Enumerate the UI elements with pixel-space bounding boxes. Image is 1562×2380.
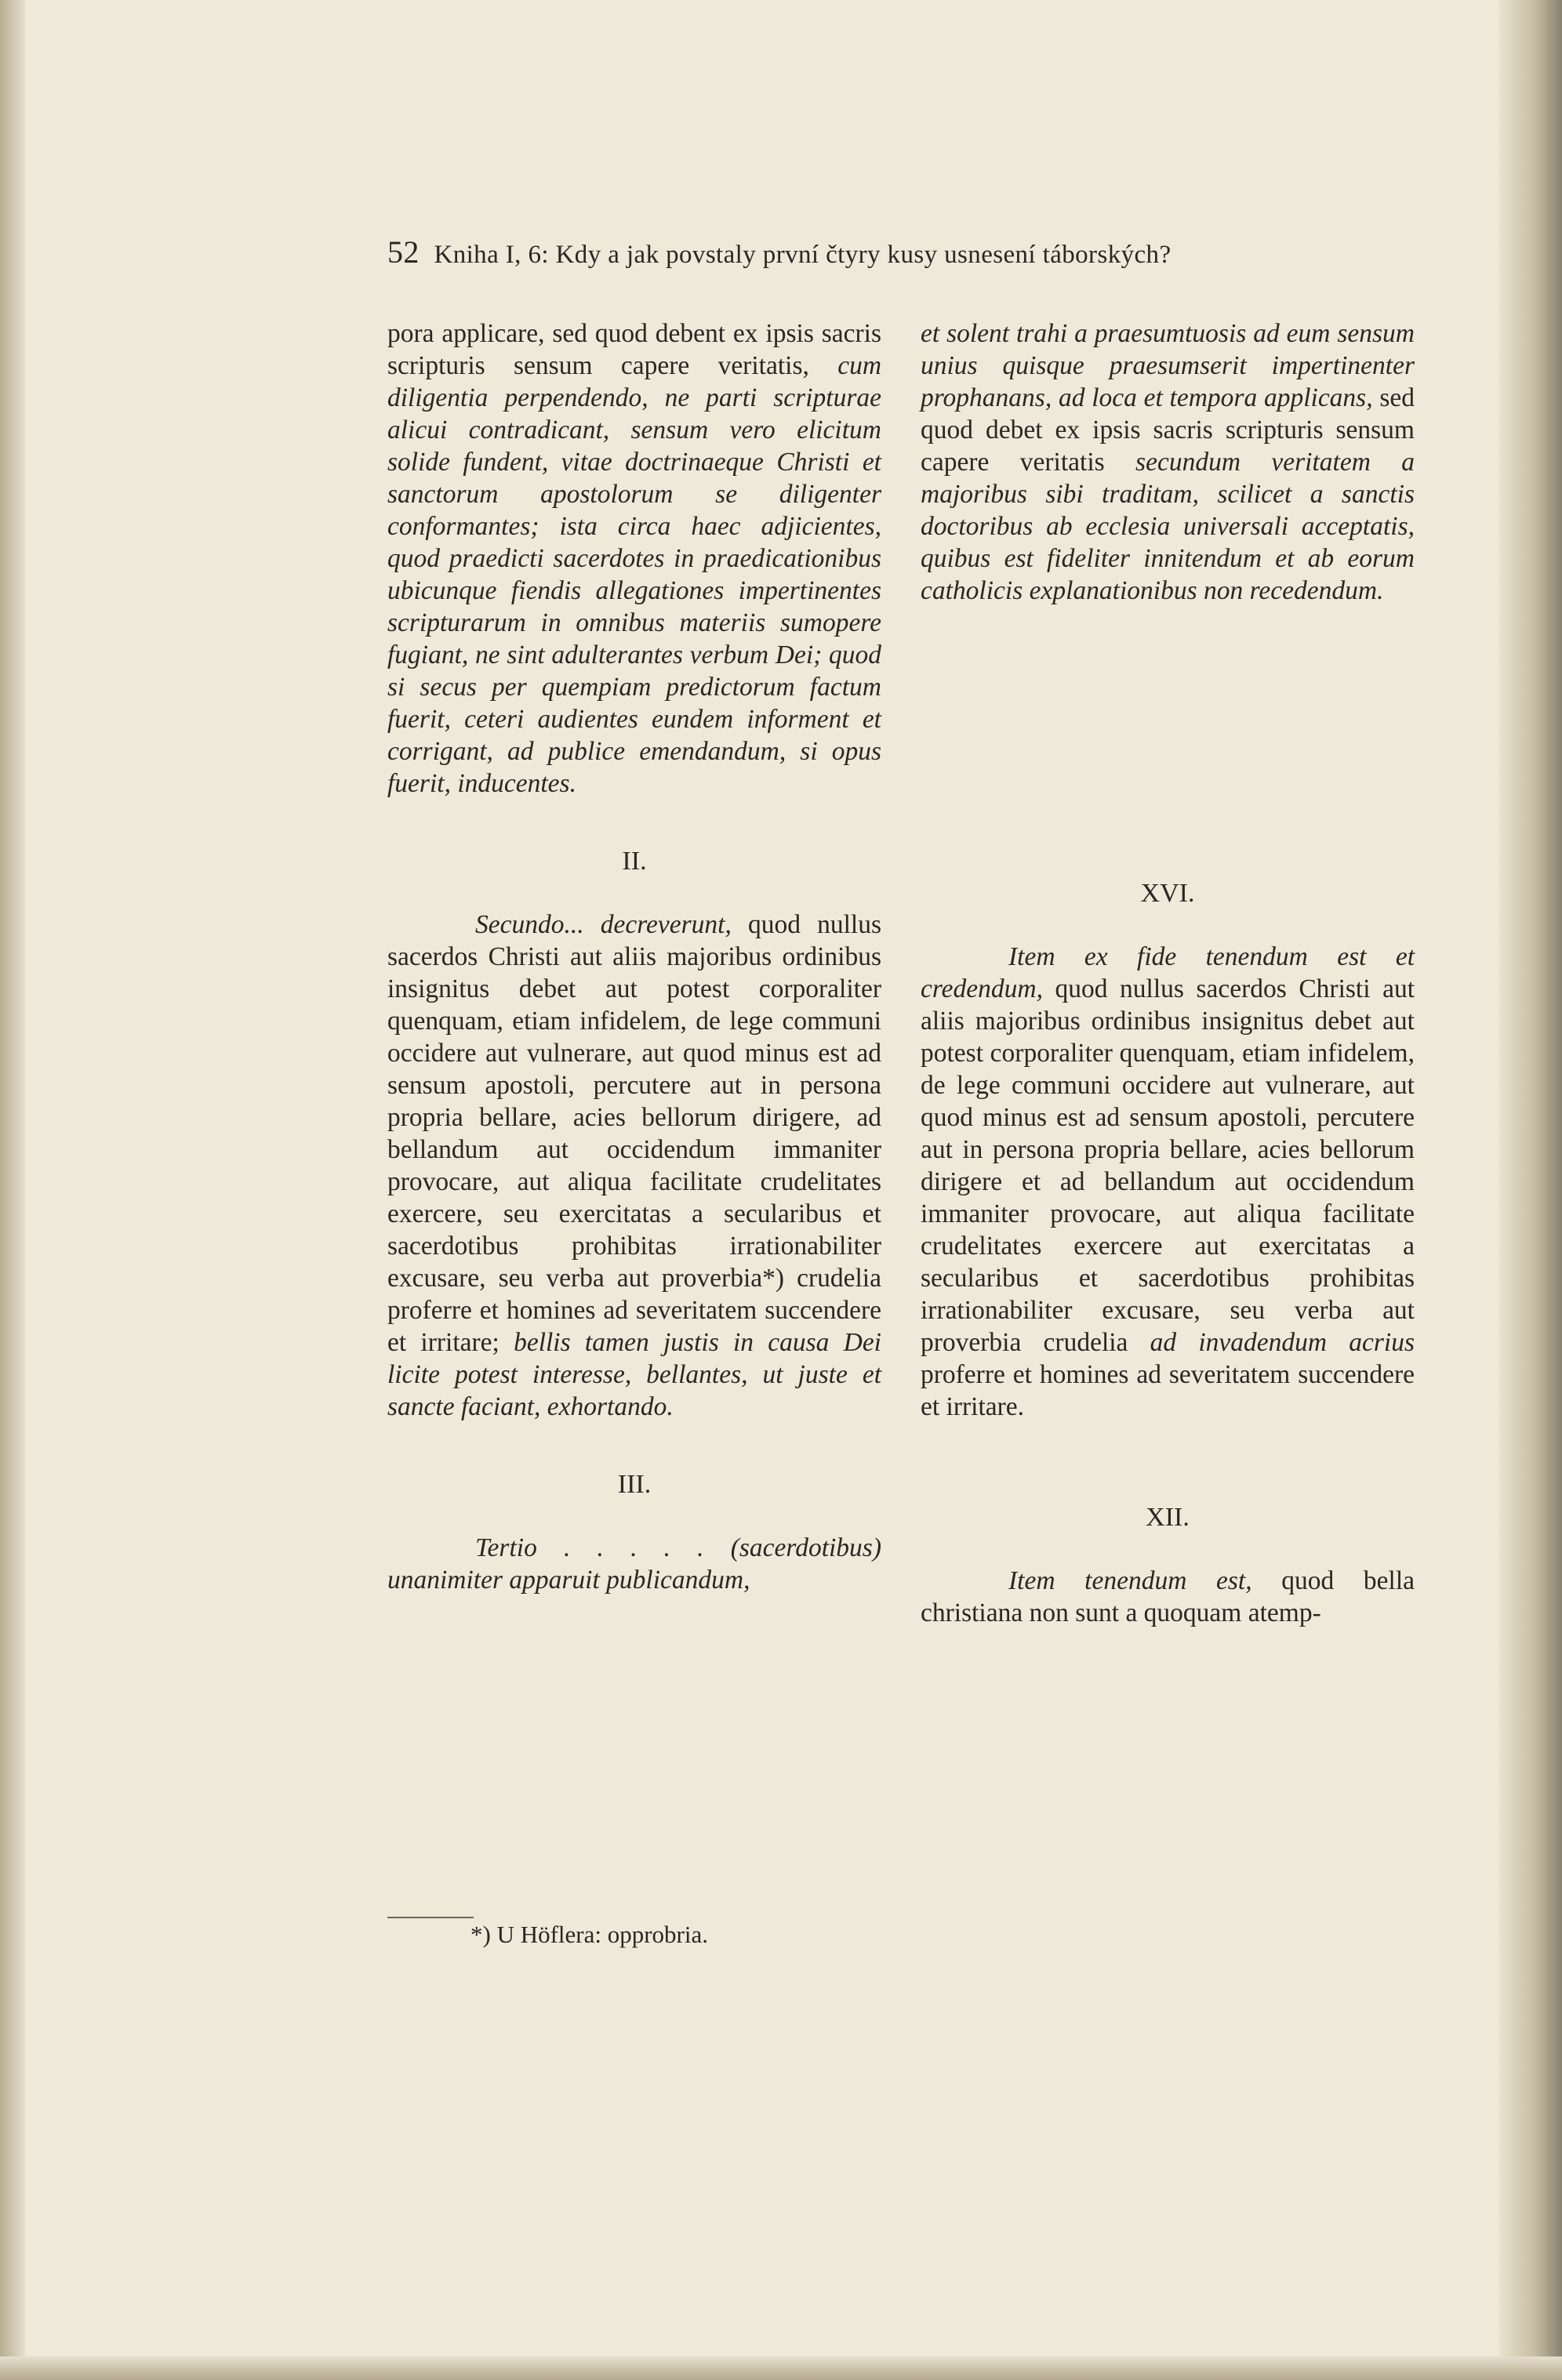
- left-para-2-italic-tail: bellis tamen justis in causa Dei licite potest interesse, bellantes, ut juste et sancte faciant, exhortando.: [387, 1328, 881, 1421]
- section-heading-xvi: XVI.: [1140, 879, 1195, 908]
- running-title: Kniha I, 6: Kdy a jak povstaly první čtyry kusy usnesení táborských?: [434, 241, 1172, 269]
- right-column: [921, 317, 1415, 1629]
- right-paragraph-16: [921, 941, 1415, 1423]
- right-para-16-italic-lead: Item ex fide tenendum est et credendum,: [921, 942, 1415, 1003]
- scan-edge-right: [1499, 0, 1562, 2380]
- footnote-rule: [387, 1917, 474, 1918]
- scan-edge-left: [0, 0, 25, 2380]
- left-paragraph-2: [387, 909, 881, 1423]
- scan-edge-bottom: [0, 2356, 1562, 2380]
- left-para-1-roman: pora applicare, sed quod debent ex ipsis sacris scripturis sensum capere veritatis,: [387, 319, 881, 380]
- section-heading-ii: II.: [622, 847, 647, 876]
- right-para-12-italic: Item tenendum est,: [1008, 1566, 1252, 1595]
- left-para-1-italic: cum diligentia perpendendo, ne parti scripturae alicui contradicant, sensum vero elicitum solide fundent, vitae doctrinaeque Christi et sanctorum apostolorum se diligenter conformantes; ista circa haec adjicientes, quod praedicti sacerdotes in praedicationibus ubicunque fiendis allegationes impertinentes scripturarum in omnibus materiis sumopere fugiant, ne sint adulterantes verbum Dei; quod si secus per quempiam predictorum factum fuerit, ceteri audientes eundem informent et corrigant, ad publice emendandum, si opus fuerit, inducentes.: [387, 351, 882, 798]
- right-para-16-roman: quod nullus sacerdos Christi aut aliis majoribus ordinibus insignitus debet aut potest corporaliter quenquam, etiam infidelem, de lege communi occidere aut vulnerare, aut quod minus est ad sensum apostoli, percutere aut in persona propria bellare, acies bellorum dirigere et ad bellandum aut occidendum immaniter provocare, aut aliqua facilitate crudelitates exercere aut exercitatas a secularibus et sacerdotibus prohibitas irrationabiliter excusare, seu verba aut proverbia crudelia: [921, 974, 1415, 1357]
- left-paragraph-1: [387, 317, 881, 800]
- left-column: [387, 317, 881, 1596]
- section-heading-xii: XII.: [1146, 1503, 1190, 1532]
- right-para-16-roman-tail: proferre et homines ad severitatem succendere et irritare.: [921, 1360, 1415, 1421]
- right-paragraph-12: [921, 1565, 1415, 1629]
- right-para-1-roman: sed quod debet ex ipsis sacris scripturis sensum capere veritatis: [921, 383, 1415, 477]
- right-para-12-roman: quod bella christiana non sunt a quoquam atemp-: [921, 1566, 1415, 1627]
- right-para-16-italic-mid: ad invadendum acrius: [1150, 1328, 1415, 1357]
- running-header: [387, 234, 1422, 270]
- right-para-1-italic-lead: et solent trahi a praesumtuosis ad eum sensum unius quisque praesumserit impertinenter prophanans, ad loca et tempora applicans,: [921, 319, 1415, 412]
- section-heading-iii: III.: [617, 1470, 652, 1499]
- right-para-1-italic-tail: secundum veritatem a majoribus sibi traditam, scilicet a sanctis doctoribus ab ecclesia universali acceptatis, quibus est fideliter innitendum et ab eorum catholicis explanationibus non recedendum.: [921, 448, 1415, 605]
- left-para-2-roman: quod nullus sacerdos Christi aut aliis majoribus ordinibus insignitus debet aut potest corporaliter quenquam, etiam infidelem, de lege communi occidere aut vulnerare, aut quod minus est ad sensum apostoli, percutere aut in persona propria bellare, acies bellorum dirigere, ad bellandum aut occidendum immaniter provocare, aut aliqua facilitate crudelitates exercere, seu exercitatas a secularibus et sacerdotibus prohibitas irrationabiliter excusare, seu verba aut proverbia*) crudelia proferre et homines ad severitatem succendere et irritare;: [387, 910, 881, 1357]
- right-paragraph-1: [921, 317, 1415, 607]
- left-paragraph-3: [387, 1532, 881, 1596]
- left-para-3-italic: Tertio . . . . . (sacerdotibus) unanimiter apparuit publicandum,: [387, 1533, 881, 1595]
- footnote: *) U Höflera: opprobria.: [470, 1921, 709, 1948]
- left-para-2-italic-lead: Secundo... decreverunt,: [475, 910, 732, 939]
- page-number: 52: [387, 234, 420, 270]
